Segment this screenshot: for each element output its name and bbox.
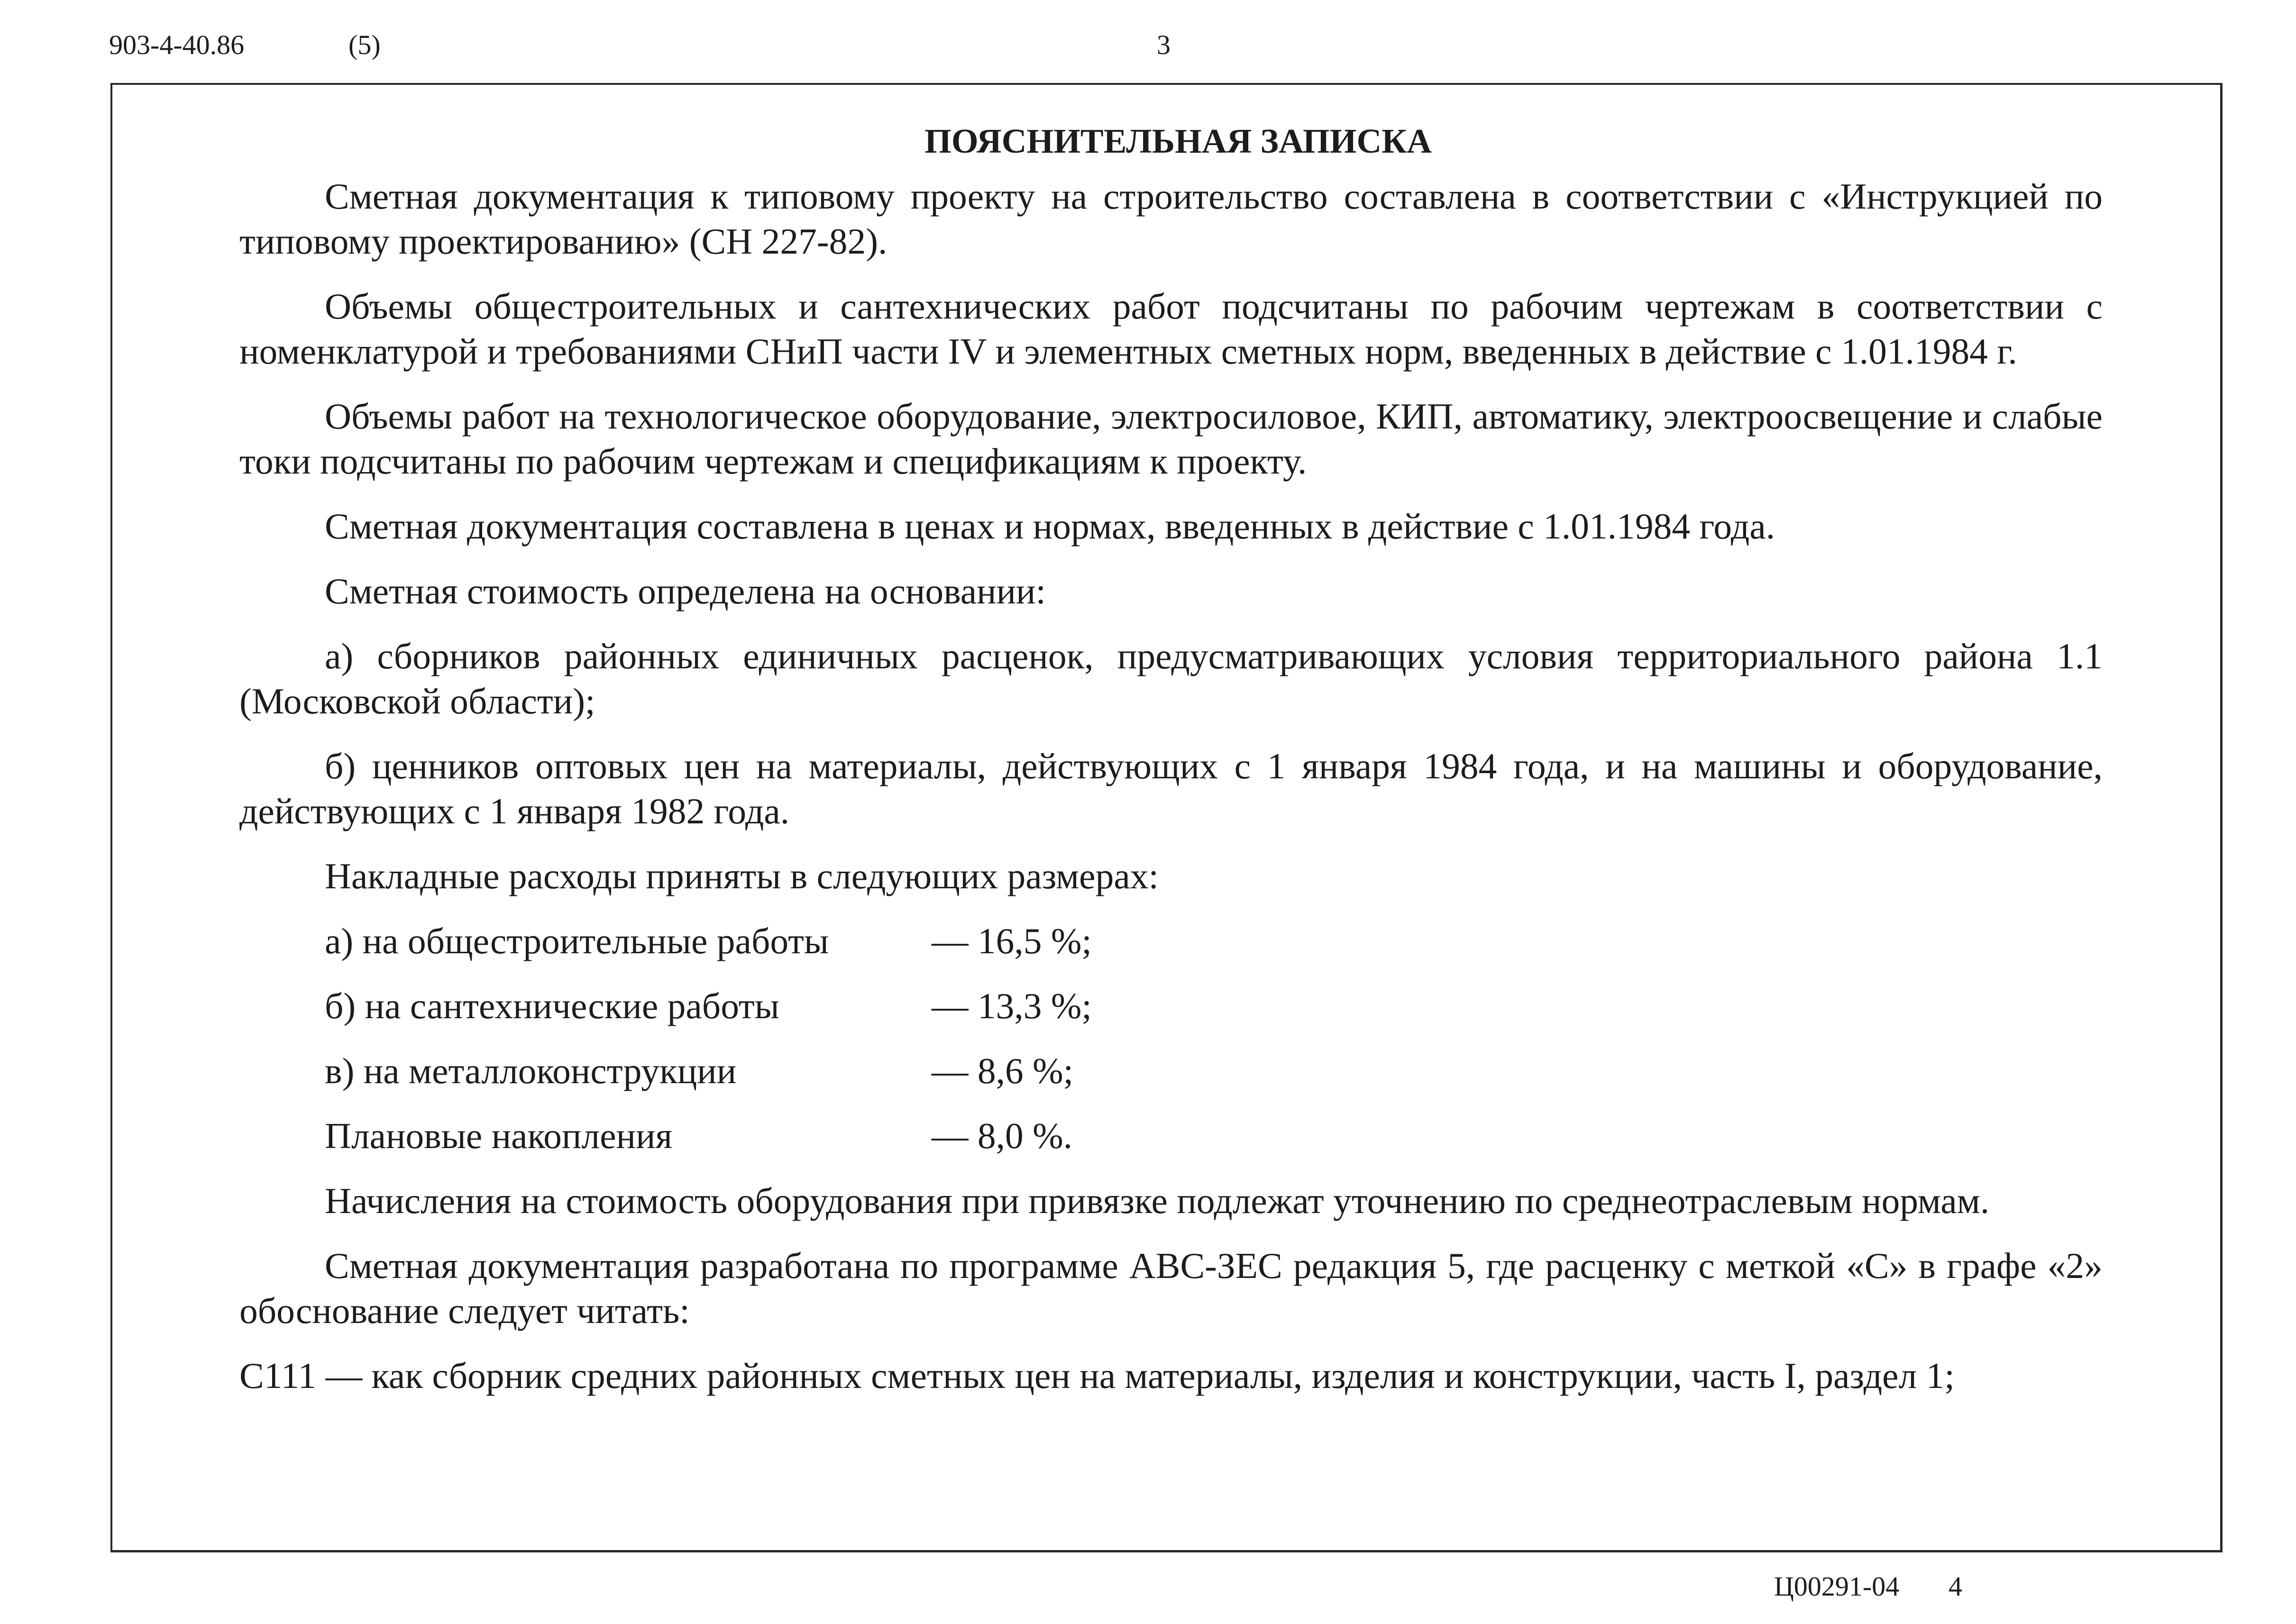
- rate-row: [325, 919, 2103, 964]
- rate-value: — 13,3 %;: [932, 985, 1092, 1026]
- paragraph-estimate-basis: Сметная документация к типовому проекту на строительство составлена в соответствии с «Инструкцией по типовому проектированию» (СН 227-82).: [239, 176, 2103, 262]
- paragraph-equipment-volumes: Объемы работ на технологическое оборудование, электросиловое, КИП, автоматику, электроосвещение и слабые токи подсчитаны по рабочим чертежам и спецификациям к проекту.: [239, 396, 2103, 482]
- rate-label: Плановые накопления: [325, 1115, 673, 1156]
- paragraph-item-b: б) ценников оптовых цен на материалы, действующих с 1 января 1984 года, и на машины и оборудование, действующих с 1 января 1982 года.: [239, 746, 2103, 831]
- paragraph-equipment-charges: Начисления на стоимость оборудования при привязке подлежат уточнению по среднеотраслевым нормам.: [325, 1180, 1990, 1221]
- paragraph-item-a: а) сборников районных единичных расценок, предусматривающих условия территориального района 1.1 (Московской области);: [239, 636, 2103, 721]
- page-number: 3: [1157, 29, 1171, 60]
- archive-code: Ц00291-04: [1774, 1571, 1900, 1602]
- paragraph-c111: С111 — как сборник средних районных сметных цен на материалы, изделия и конструкции, часть I, раздел 1;: [239, 1355, 1955, 1396]
- paragraph-cost-basis: Сметная стоимость определена на основании:: [325, 571, 1046, 611]
- paragraph-prices-norms: Сметная документация составлена в ценах и нормах, введенных в действие с 1.01.1984 года.: [325, 506, 1775, 547]
- sheet-reference: (5): [348, 29, 381, 60]
- document-body: [239, 119, 2103, 1418]
- rate-row: [325, 1049, 2103, 1094]
- document-code: 903-4-40.86: [109, 29, 245, 60]
- rate-label: а) на общестроительные работы: [325, 921, 829, 961]
- rate-value: — 8,0 %.: [932, 1115, 1073, 1156]
- rate-label: в) на металлоконструкции: [325, 1050, 737, 1091]
- paragraph-construction-volumes: Объемы общестроительных и сантехнических работ подсчитаны по рабочим чертежам в соответствии с номенклатурой и требованиями СНиП части IV и элементных сметных норм, введенных в действие с 1.01.1984 г.: [239, 286, 2103, 372]
- rate-label: б) на сантехнические работы: [325, 985, 779, 1026]
- paragraph-software: Сметная документация разработана по программе АВС-ЗЕС редакция 5, где расценку с меткой «С» в графе «2» обоснование следует читать:: [239, 1245, 2103, 1331]
- document-title: ПОЯСНИТЕЛЬНАЯ ЗАПИСКА: [924, 122, 1432, 160]
- rate-row: [325, 984, 2103, 1029]
- rate-value: — 8,6 %;: [932, 1050, 1074, 1091]
- sheet-number: 4: [1948, 1571, 1962, 1602]
- rate-row: [325, 1113, 2103, 1159]
- paragraph-overheads: Накладные расходы приняты в следующих размерах:: [325, 856, 1159, 896]
- rate-value: — 16,5 %;: [932, 921, 1092, 961]
